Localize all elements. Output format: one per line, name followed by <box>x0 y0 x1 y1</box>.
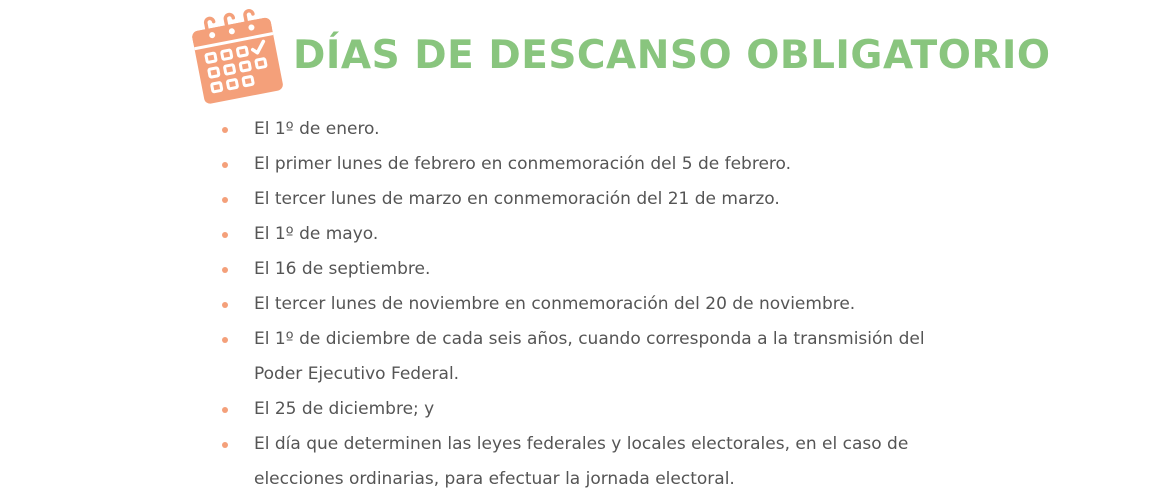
list-item <box>221 427 941 497</box>
list-item-text: El día que determinen las leyes federales y locales electorales, en el caso de elecciones ordinarias, para efectuar la jornada electoral. <box>254 434 909 489</box>
list-item <box>221 182 941 217</box>
holiday-list <box>221 112 941 497</box>
list-item-text: El 1º de mayo. <box>254 224 379 244</box>
calendar-check-icon <box>183 4 289 108</box>
list-item <box>221 112 941 147</box>
bullet-icon <box>222 267 228 273</box>
page-title: DÍAS DE DESCANSO OBLIGATORIO <box>293 32 1051 78</box>
list-item-text: El 16 de septiembre. <box>254 259 431 279</box>
list-item-text: El 1º de diciembre de cada seis años, cuando corresponda a la transmisión del Poder Ejecutivo Federal. <box>254 329 925 384</box>
bullet-icon <box>222 127 228 133</box>
list-item <box>221 147 941 182</box>
list-item <box>221 392 941 427</box>
list-item-text: El tercer lunes de marzo en conmemoración del 21 de marzo. <box>254 189 780 209</box>
list-item-text: El tercer lunes de noviembre en conmemoración del 20 de noviembre. <box>254 294 856 314</box>
bullet-icon <box>222 232 228 238</box>
list-item-text: El primer lunes de febrero en conmemoración del 5 de febrero. <box>254 154 792 174</box>
bullet-icon <box>222 337 228 343</box>
bullet-icon <box>222 407 228 413</box>
list-item <box>221 287 941 322</box>
header <box>183 4 1051 108</box>
list-item <box>221 217 941 252</box>
list-item <box>221 252 941 287</box>
list-item-text: El 1º de enero. <box>254 119 380 139</box>
list-item <box>221 322 941 392</box>
bullet-icon <box>222 197 228 203</box>
bullet-icon <box>222 442 228 448</box>
bullet-icon <box>222 302 228 308</box>
list-item-text: El 25 de diciembre; y <box>254 399 435 419</box>
bullet-icon <box>222 162 228 168</box>
